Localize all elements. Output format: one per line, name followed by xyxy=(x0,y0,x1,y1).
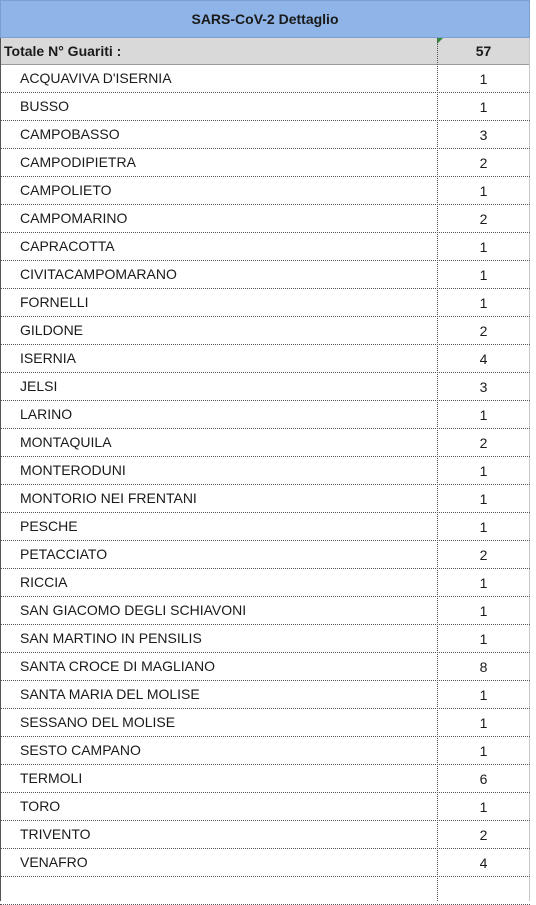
recovered-count: 2 xyxy=(479,827,488,843)
municipality-name: JELSI xyxy=(20,378,58,394)
recovered-count: 2 xyxy=(479,435,488,451)
table-row xyxy=(0,569,530,597)
municipality-name: FORNELLI xyxy=(20,294,89,310)
table-row xyxy=(0,793,530,821)
table-row xyxy=(0,709,530,737)
table-row xyxy=(0,513,530,541)
table-row xyxy=(0,625,530,653)
table-row xyxy=(0,737,530,765)
recovered-count: 1 xyxy=(479,631,488,647)
recovered-count: 1 xyxy=(479,799,488,815)
municipality-name: ACQUAVIVA D'ISERNIA xyxy=(20,70,172,86)
recovered-count: 1 xyxy=(479,183,488,199)
table-row xyxy=(0,765,530,793)
recovered-count: 1 xyxy=(479,267,488,283)
municipality-name: SANTA MARIA DEL MOLISE xyxy=(20,686,200,702)
recovered-count xyxy=(437,877,530,904)
table-row xyxy=(0,429,530,457)
municipality-name: SESTO CAMPANO xyxy=(20,742,141,758)
municipality-name: LARINO xyxy=(20,406,73,422)
table-row xyxy=(0,597,530,625)
table-row xyxy=(0,821,530,849)
recovered-count: 1 xyxy=(479,99,488,115)
municipality-name: CAMPOMARINO xyxy=(20,210,128,226)
table-row xyxy=(0,261,530,289)
table-row xyxy=(0,653,530,681)
municipality-name: RICCIA xyxy=(20,574,68,590)
total-row xyxy=(0,38,530,65)
recovered-count: 1 xyxy=(479,71,488,87)
recovered-count: 1 xyxy=(479,575,488,591)
recovered-count: 1 xyxy=(479,715,488,731)
table-row xyxy=(0,681,530,709)
table-row xyxy=(0,401,530,429)
recovered-count: 8 xyxy=(479,659,488,675)
municipality-name: CAMPOBASSO xyxy=(20,126,120,142)
municipality-list xyxy=(0,65,530,905)
municipality-name: TORO xyxy=(20,798,61,814)
municipality-name: SAN MARTINO IN PENSILIS xyxy=(20,630,202,646)
municipality-name: SAN GIACOMO DEGLI SCHIAVONI xyxy=(20,602,247,618)
table-row xyxy=(0,289,530,317)
recovered-count: 1 xyxy=(479,407,488,423)
table-row xyxy=(0,849,530,877)
municipality-name: ISERNIA xyxy=(20,350,77,366)
recovered-count: 1 xyxy=(479,519,488,535)
recovered-count: 3 xyxy=(479,379,488,395)
municipality-name: SANTA CROCE DI MAGLIANO xyxy=(20,658,215,674)
total-value: 57 xyxy=(475,43,492,59)
municipality-name: CIVITACAMPOMARANO xyxy=(20,266,177,282)
recovered-count: 1 xyxy=(479,687,488,703)
table-row xyxy=(0,121,530,149)
table-row xyxy=(0,65,530,93)
total-label: Totale N° Guariti : xyxy=(4,43,122,59)
table-row xyxy=(0,317,530,345)
table-row xyxy=(0,541,530,569)
municipality-name: CAPRACOTTA xyxy=(20,238,115,254)
table-row xyxy=(0,457,530,485)
table-row xyxy=(0,205,530,233)
municipality-name: CAMPODIPIETRA xyxy=(20,154,136,170)
recovered-count: 2 xyxy=(479,155,488,171)
table-row xyxy=(0,93,530,121)
municipality-name: TRIVENTO xyxy=(20,826,91,842)
municipality-name: MONTAQUILA xyxy=(20,434,112,450)
recovered-count: 1 xyxy=(479,295,488,311)
recovered-count: 1 xyxy=(479,743,488,759)
municipality-name: MONTERODUNI xyxy=(20,462,126,478)
recovered-count: 2 xyxy=(479,547,488,563)
municipality-name: SESSANO DEL MOLISE xyxy=(20,714,176,730)
table-row xyxy=(0,233,530,261)
recovered-count: 1 xyxy=(479,463,488,479)
municipality-name: BUSSO xyxy=(20,98,70,114)
recovered-count: 1 xyxy=(479,603,488,619)
table-row xyxy=(0,345,530,373)
recovered-count: 1 xyxy=(479,239,488,255)
municipality-name: VENAFRO xyxy=(20,854,88,870)
table-title: SARS-CoV-2 Dettaglio xyxy=(0,0,530,38)
municipality-name: PETACCIATO xyxy=(20,546,108,562)
recovered-count: 4 xyxy=(479,855,488,871)
table-row xyxy=(0,177,530,205)
municipality-name: CAMPOLIETO xyxy=(20,182,112,198)
recovered-count: 6 xyxy=(479,771,488,787)
municipality-name: GILDONE xyxy=(20,322,84,338)
table-row xyxy=(0,485,530,513)
municipality-name: TERMOLI xyxy=(20,770,83,786)
recovered-count: 1 xyxy=(479,491,488,507)
table-row xyxy=(0,149,530,177)
recovered-count: 2 xyxy=(479,323,488,339)
recovered-count: 4 xyxy=(479,351,488,367)
municipality-name: PESCHE xyxy=(20,518,78,534)
recovered-count: 3 xyxy=(479,127,488,143)
municipality-name: MONTORIO NEI FRENTANI xyxy=(20,490,197,506)
table-row xyxy=(0,373,530,401)
recovered-count: 2 xyxy=(479,211,488,227)
